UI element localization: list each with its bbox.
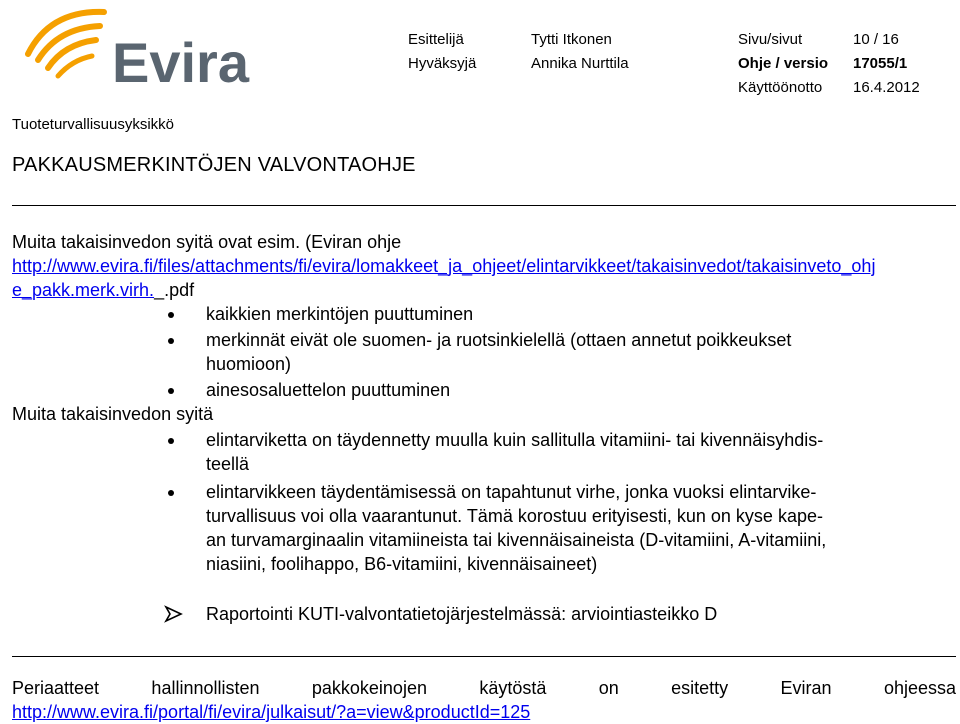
deployment-label: Käyttöönotto	[738, 79, 823, 96]
version-value: 17055/1	[853, 55, 908, 72]
approver-value: Annika Nurttila	[531, 55, 629, 72]
publications-link[interactable]: http://www.evira.fi/portal/fi/evira/julkaisut/?a=view&productId=125	[12, 702, 531, 722]
approver-label: Hyväksyjä	[408, 55, 477, 72]
presenter-value: Tytti Itkonen	[531, 31, 612, 48]
presenter-label: Esittelijä	[408, 31, 464, 48]
footer-paragraph	[12, 676, 956, 724]
bullet-icon	[168, 388, 174, 394]
bullet-icon	[168, 490, 174, 496]
intro-paragraph	[12, 230, 956, 302]
bullet-icon	[168, 338, 174, 344]
list-item-text: ainesosaluettelon puuttuminen	[206, 380, 451, 400]
guide-link-continued[interactable]: e_pakk.merk.virh.	[12, 280, 155, 300]
evira-logo	[20, 8, 280, 90]
version-label: Ohje / versio	[738, 55, 829, 72]
intro-text: Muita takaisinvedon syitä ovat esim. (Eviran ohje	[12, 232, 402, 252]
list-item-text: merkinnät eivät ole suomen- ja ruotsinkielellä (ottaen annetut poikkeukset huomioon)	[206, 330, 792, 374]
arrow-bullet-icon	[164, 605, 184, 623]
evira-sun-arcs-icon	[28, 12, 104, 76]
list-item-text: elintarviketta on täydennetty muulla kuin sallitulla vitamiini- tai kivennäisyhdis- teellä	[206, 430, 824, 474]
evira-wordmark: Evira	[112, 31, 249, 90]
bullet-icon	[168, 312, 174, 318]
section-heading: Muita takaisinvedon syitä	[12, 404, 214, 424]
unit-name: Tuoteturvallisuusyksikkö	[12, 116, 175, 133]
pages-value: 10 / 16	[853, 31, 899, 48]
bullet-icon	[168, 438, 174, 444]
pages-label: Sivu/sivut	[738, 31, 803, 48]
footer-divider	[12, 656, 956, 657]
document-title: PAKKAUSMERKINTÖJEN VALVONTAOHJE	[12, 154, 416, 176]
list-item-text: kaikkien merkintöjen puuttuminen	[206, 304, 474, 324]
list-item-text: elintarvikkeen täydentämisessä on tapahtunut virhe, jonka vuoksi elintarvike- turvallisuus voi olla vaarantunut. Tämä korostuu erityisesti, kun on kyse kape- an turvamarginaalin vitamiineista tai kivennäisaineista (D-vitamiini, A-vitamiini, niasiini, foolihappo, B6-vitamiini, kivennäisaineet)	[206, 482, 827, 574]
footer-text: Periaatteet hallinnollisten pakkokeinojen käytöstä on esitetty Eviran ohjeessa	[12, 678, 956, 698]
guide-link[interactable]: http://www.evira.fi/files/attachments/fi/evira/lomakkeet_ja_ohjeet/elintarvikkeet/takaisinvedot/takaisinveto_ohj	[12, 256, 876, 276]
reporting-text: Raportointi KUTI-valvontatietojärjestelmässä: arviointiasteikko D	[206, 604, 718, 624]
guide-link-suffix: _.pdf	[154, 280, 195, 300]
header-divider	[12, 205, 956, 206]
deployment-value: 16.4.2012	[853, 79, 920, 96]
